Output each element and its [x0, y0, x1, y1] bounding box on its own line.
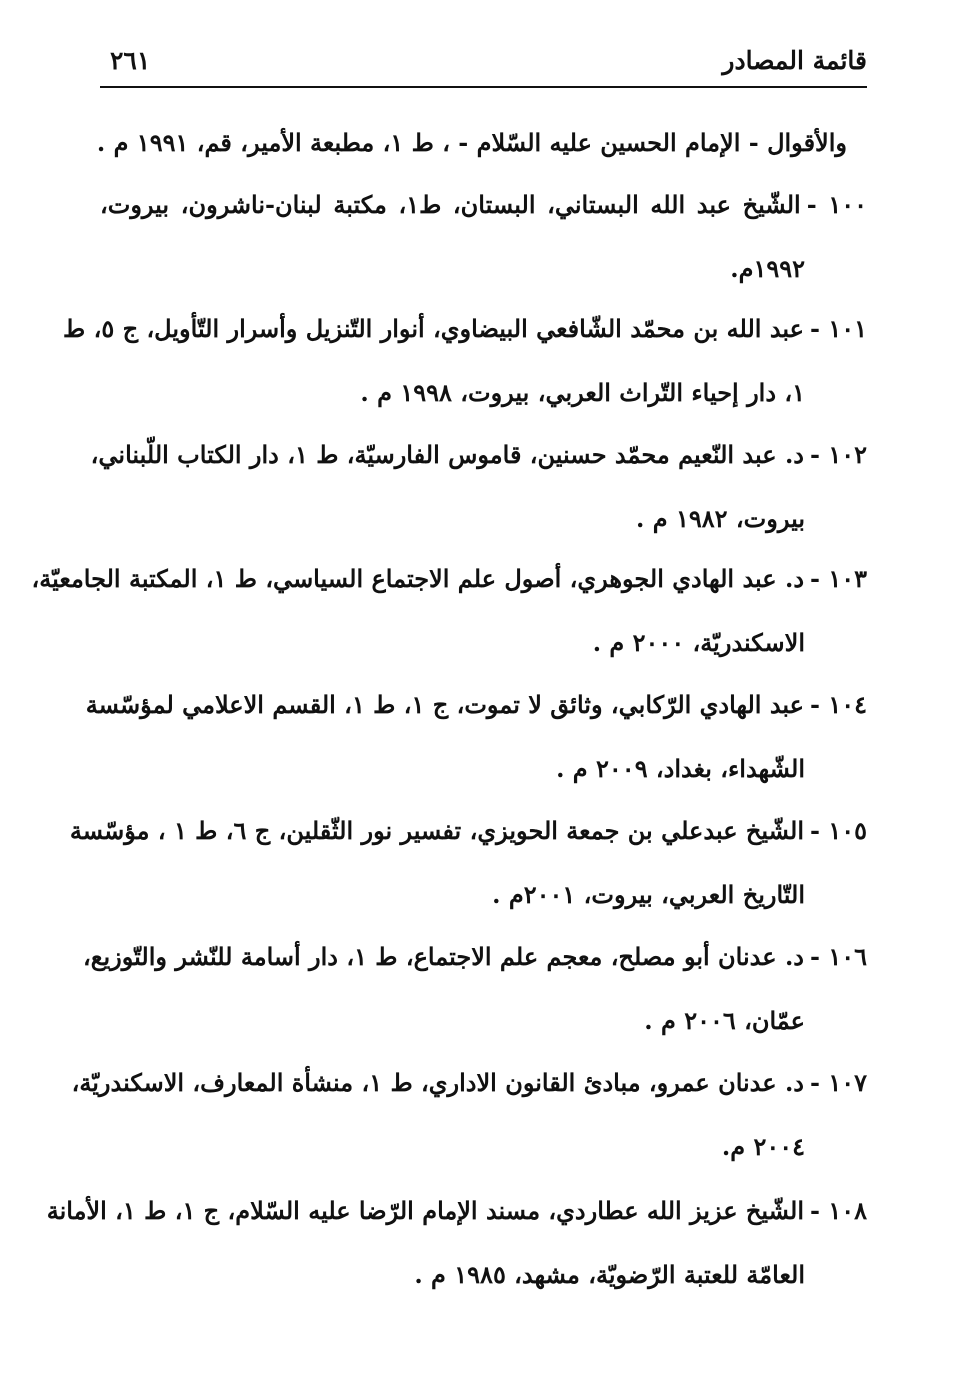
page-header: [100, 42, 867, 88]
entry-number: ١٠٢ -: [810, 440, 867, 469]
entry-continuation: الشّهداء، بغداد، ٢٠٠٩ م .: [556, 754, 805, 783]
page-number: ٢٦١: [110, 46, 151, 75]
entry-continuation: ٢٠٠٤ م.: [721, 1132, 805, 1161]
entry-continuation: عمّان، ٢٠٠٦ م .: [644, 1006, 805, 1035]
entry-text: الشّيخ عبدعلي بن جمعة الحويزي، تفسير نور الثّقلين، ج ٦، ط ١ ، مؤسّسة: [69, 816, 804, 845]
entry-text: الشّيخ عبد الله البستاني، البستان، ط١، مكتبة لبنان-ناشرون، بيروت،: [100, 190, 801, 219]
entry-text: د. عدنان أبو مصلح، معجم علم الاجتماع، ط ١، دار أسامة للنّشر والتّوزيع،: [82, 942, 804, 971]
entry-number: ١٠٠ -: [806, 190, 867, 219]
continuation-line: والأقوال - الإمام الحسين عليه السّلام - ، ط ١، مطبعة الأمير، قم، ١٩٩١ م .: [96, 128, 847, 157]
entry-continuation: بيروت، ١٩٨٢ م .: [636, 504, 805, 533]
entry-number: ١٠٣ -: [810, 564, 867, 593]
entry-number: ١٠٤ -: [810, 690, 867, 719]
entry-text: د. عدنان عمرو، مبادئ القانون الاداري، ط ١، منشأة المعارف، الاسكندريّة،: [71, 1068, 804, 1097]
entry-continuation: ١، دار إحياء التّراث العربي، بيروت، ١٩٩٨ م .: [360, 378, 805, 407]
entry-number: ١٠١ -: [810, 314, 867, 343]
entry-continuation: الاسكندريّة، ٢٠٠٠ م .: [592, 628, 805, 657]
running-title: قائمة المصادر: [722, 46, 867, 75]
header-rule: [100, 86, 867, 88]
entry-continuation: العامّة للعتبة الرّضويّة، مشهد، ١٩٨٥ م .: [414, 1260, 805, 1289]
entry-text: عبد الله بن محمّد الشّافعي البيضاوي، أنوار التّنزيل وأسرار التّأويل، ج ٥، ط: [63, 314, 804, 343]
entry-text: عبد الهادي الرّكابي، وثائق لا تموت، ج ١، ط ١، القسم الاعلامي لمؤسّسة: [85, 690, 804, 719]
entry-text: د. عبد الهادي الجوهري، أصول علم الاجتماع السياسي، ط ١، المكتبة الجامعيّة،: [31, 564, 804, 593]
entry-continuation: التّاريخ العربي، بيروت، ٢٠٠١م .: [492, 880, 805, 909]
entry-continuation: ١٩٩٢م.: [730, 254, 805, 283]
entry-number: ١٠٨ -: [810, 1196, 867, 1225]
entry-number: ١٠٥ -: [810, 816, 867, 845]
entry-number: ١٠٧ -: [810, 1068, 867, 1097]
entry-text: د. عبد النّعيم محمّد حسنين، قاموس الفارسيّة، ط ١، دار الكتاب اللّبناني،: [90, 440, 804, 469]
entry-number: ١٠٦ -: [810, 942, 867, 971]
entry-text: الشّيخ عزيز الله عطاردي، مسند الإمام الرّضا عليه السّلام، ج ١، ط ١، الأمانة: [46, 1196, 804, 1225]
